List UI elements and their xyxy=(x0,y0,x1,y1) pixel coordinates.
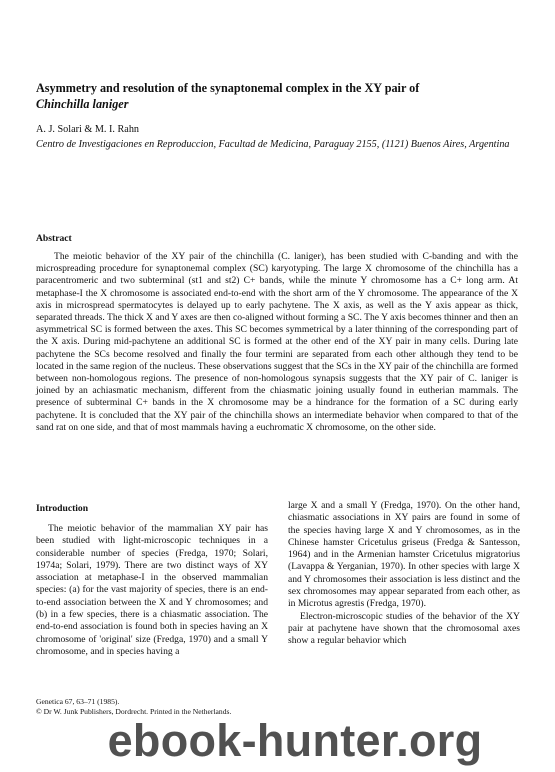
authors: A. J. Solari & M. I. Rahn xyxy=(36,124,140,135)
introduction-heading: Introduction xyxy=(36,503,89,514)
introduction-paragraph-1-continued: large X and a small Y (Fredga, 1970). On the other hand, chiasmatic associations in XY pairs are found in some of the species having large X and Y chromosomes, as in the Chinese hamster Cricetulus griseus (Fredga & Santesson, 1964) and in the Armenian hamster Cricetulus migratorius (Lavappa & Yerganian, 1970). In other species with large X and Y chromosomes their association is less distinct and the sex chromosomes may appear separated from each other, as in Microtus agrestis (Fredga, 1970). xyxy=(288,500,520,610)
introduction-left-column xyxy=(36,523,268,658)
title-line-2: Chinchilla laniger xyxy=(36,97,129,111)
abstract-heading: Abstract xyxy=(36,233,72,244)
affiliation: Centro de Investigaciones en Reproduccion, Facultad de Medicina, Paraguay 2155, (1121) Buenos Aires, Argentina xyxy=(36,139,510,150)
publisher-line: © Dr W. Junk Publishers, Dordrecht. Printed in the Netherlands. xyxy=(36,707,232,716)
introduction-paragraph-2: Electron-microscopic studies of the behavior of the XY pair at pachytene have shown that the chromosomal axes show a regular behavior which xyxy=(288,610,520,647)
paper-title xyxy=(36,80,526,112)
journal-citation: Genetica 67, 63–71 (1985). xyxy=(36,697,120,706)
watermark-logo: ebook-hunter.org xyxy=(107,715,483,766)
abstract-text: The meiotic behavior of the XY pair of the chinchilla (C. laniger), has been studied with C-banding and with the microspreading procedure for synaptonemal complex (SC) karyotyping. The large X chromosome of the chinchilla has a paracentromeric and two subterminal (st1 and st2) C+ bands, while the minute Y chromosome has a C+ long arm. At metaphase-I the X chromosome is associated end-to-end with the short arm of the Y chromosome. The appearance of the X axis in microspread spermatocytes is delayed up to early pachytene. The X axis, as well as the Y axis appear as thick, separated threads. The thick X and Y axes are then co-aligned without forming a SC. The Y axis becomes thinner and then an asymmetrical SC is formed between the axes. This SC becomes symmetrical by a later thinning of the corresponding part of the X axis. During mid-pachytene an additional SC is formed at the other end of the XY pair in many cells. During late pachytene the SCs become resolved and finally the four termini are separated from each other although they tend to be located in the same region of the nucleus. These observations suggest that the SCs in the XY pair of the chinchilla are formed between non-homologous regions. The presence of non-homologous synapsis suggests that the XY pair of C. laniger is joined by an achiasmatic mechanism, different from the chiasmatic joining usually found in eutherian mammals. The presence of subterminal C+ bands in the X chromosome may be a hindrance for the formation of a SC during early pachytene. It is concluded that the XY pair of the chinchilla shows an intermediate behavior when compared to that of the sand rat on one side, and that of most mammals having a euchromatic X chromosome, on the other side. xyxy=(36,251,518,433)
title-line-1: Asymmetry and resolution of the synaptonemal complex in the XY pair of xyxy=(36,81,420,95)
introduction-paragraph-1: The meiotic behavior of the mammalian XY pair has been studied with light-microscopic techniques in a considerable number of species (Fredga, 1970; Solari, 1974a; Solari, 1979). There are two distinct ways of XY association at metaphase-I in the observed mammalian species: (a) for the vast majority of species, there is an end-to-end association between the X and Y chromosomes; and (b) in a few species, there is a chiasmatic association. The end-to-end association is found both in species having an X chromosome of 'original' size (Fredga, 1970) and a small Y chromosome, and in species having a xyxy=(36,523,268,657)
abstract-body xyxy=(36,251,518,434)
introduction-right-column xyxy=(288,500,520,648)
journal-footer xyxy=(36,697,231,717)
